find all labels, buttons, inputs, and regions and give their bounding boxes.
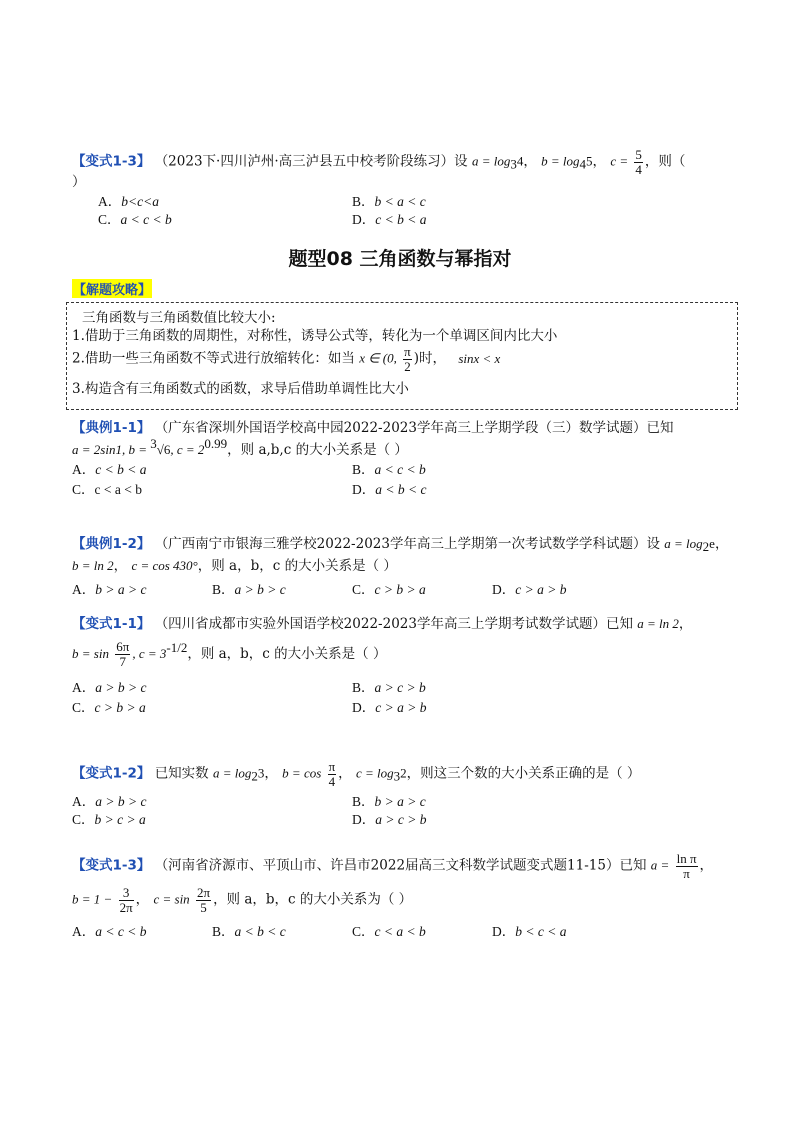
option-a[interactable] [72, 676, 146, 696]
fraction-num: π [328, 759, 336, 774]
question-tail: ，则这三个数的大小关系正确的是（ ） [406, 765, 641, 782]
math-expr: e [709, 536, 715, 551]
math-expr: x ∈ (0, [359, 350, 397, 366]
question-tag: 【变式1-1】 [72, 616, 151, 632]
question-line [72, 612, 692, 632]
option-label: C． [352, 924, 375, 939]
option-text: a < b < c [375, 482, 427, 497]
math-sub: 3 [510, 156, 517, 172]
strategy-line [72, 345, 500, 373]
question-line [72, 532, 728, 555]
fraction [634, 148, 643, 176]
option-b[interactable] [352, 790, 426, 810]
option-text: b < a < c [374, 194, 426, 209]
option-d[interactable] [492, 920, 566, 940]
option-text: c < a < b [94, 482, 142, 497]
question-source: （广东省深圳外国语学校高中园2022-2023学年高三上学期学段（三）数学试题）已知 [154, 420, 674, 436]
math-expr: 2 [400, 765, 407, 781]
option-text: a > b > c [95, 680, 147, 695]
root-index: 3 [150, 436, 157, 451]
option-text: c > b > a [374, 582, 426, 597]
fraction-num: 3 [119, 886, 134, 901]
math-expr: c = log [355, 765, 394, 781]
option-c[interactable] [72, 696, 146, 716]
math-sup: -1/2 [166, 640, 188, 655]
option-d[interactable] [352, 808, 426, 828]
math-expr: c = [610, 153, 629, 169]
option-label: C． [72, 700, 95, 715]
option-label: C． [72, 812, 95, 827]
strategy-line: 三角函数与三角函数值比较大小: [82, 310, 276, 326]
punct: ， [264, 765, 278, 782]
math-expr: √6 [156, 442, 171, 457]
fraction-num: 5 [635, 147, 642, 162]
fraction [328, 760, 337, 788]
option-d[interactable] [352, 208, 426, 228]
option-label: D． [352, 700, 376, 715]
punct: ， [678, 616, 693, 632]
math-expr: c = cos 430° [131, 558, 198, 573]
question-tail: ，则 a，b，c 的大小关系为（ ） [213, 891, 413, 908]
option-label: B． [212, 924, 235, 939]
strategy-text: )时， [413, 350, 447, 367]
option-d[interactable] [352, 478, 426, 498]
option-text: a < c < b [95, 924, 147, 939]
question-tail: ，则（ [644, 153, 686, 170]
option-b[interactable] [212, 578, 286, 598]
punct: ， [113, 558, 128, 574]
question-tag: 【变式1-3】 [72, 153, 151, 170]
option-label: A． [72, 794, 96, 809]
option-label: B． [352, 794, 375, 809]
option-label: B． [352, 194, 375, 209]
option-text: a > c > b [375, 812, 427, 827]
option-b[interactable] [352, 676, 426, 696]
punct: ， [592, 153, 607, 170]
option-text: c > b > a [94, 700, 146, 715]
option-label: A． [72, 462, 96, 477]
question-source: （四川省成都市实验外国语学校2022-2023学年高三上学期考试数学试题）已知 [154, 616, 633, 632]
punct: ， [714, 536, 729, 552]
option-label: D． [492, 924, 516, 939]
fraction-den: 2 [404, 358, 411, 374]
option-text: c < a < b [374, 924, 426, 939]
option-text: a > b > c [234, 582, 286, 597]
fraction [676, 852, 698, 880]
punct: ， [135, 891, 150, 908]
math-sub: 4 [579, 156, 587, 172]
option-text: c < b < a [375, 212, 427, 227]
math-sub: 3 [393, 768, 401, 784]
fraction-den: 2π [119, 899, 133, 915]
option-label: A． [72, 582, 96, 597]
math-expr: 5 [586, 153, 593, 169]
fraction [403, 345, 412, 373]
question-tail: ，则 a，b，c 的大小关系是（ ） [197, 558, 397, 574]
option-d[interactable] [352, 696, 426, 716]
section-title: 题型08 三角函数与幂指对 [288, 248, 512, 270]
fraction-den: π [683, 865, 690, 881]
math-sub: 2 [702, 539, 710, 554]
strategy-text: 2.借助一些三角函数不等式进行放缩转化：如当 [72, 350, 355, 367]
option-b[interactable] [352, 190, 426, 210]
option-c[interactable] [352, 578, 426, 598]
option-text: a < c < b [120, 212, 172, 227]
question-line [72, 640, 386, 669]
option-text: a < c < b [374, 462, 426, 477]
option-label: B． [352, 680, 375, 695]
fraction [115, 640, 130, 668]
option-c[interactable] [72, 478, 142, 498]
option-a[interactable] [72, 458, 146, 478]
math-expr: a = ln 2 [637, 616, 679, 631]
option-label: C． [352, 582, 375, 597]
question-line [72, 886, 412, 914]
question-tag: 【变式1-3】 [72, 857, 151, 874]
option-text: b<c<a [121, 194, 159, 209]
question-line [72, 554, 397, 574]
math-expr: , c = 3 [132, 646, 167, 661]
math-expr: a = [650, 857, 670, 873]
option-label: A． [98, 194, 122, 209]
fraction-num: π [404, 344, 411, 359]
option-label: C． [98, 212, 121, 227]
math-expr: b = 1 − [72, 891, 113, 907]
question-tag: 【典例1-1】 [72, 420, 151, 436]
option-text: c > a > b [375, 700, 427, 715]
math-expr: b = cos [282, 765, 322, 781]
option-text: c < b < a [95, 462, 147, 477]
option-label: D． [352, 482, 376, 497]
question-tag: 【变式1-2】 [72, 765, 151, 782]
punct: ， [699, 857, 714, 874]
strategy-line: 1.借助于三角函数的周期性，对称性，诱导公式等，转化为一个单调区间内比大小 [72, 328, 558, 344]
math-expr: a = 2sin1, b = [72, 442, 151, 457]
option-text: b < c < a [515, 924, 567, 939]
option-a[interactable] [72, 790, 146, 810]
fraction-den: 5 [200, 899, 207, 915]
option-b[interactable] [352, 458, 426, 478]
option-label: D． [352, 212, 376, 227]
option-label: B． [212, 582, 235, 597]
math-expr: sinx < x [458, 350, 501, 366]
option-text: b > a > c [374, 794, 426, 809]
math-expr: a = log [471, 153, 511, 169]
math-expr: a = log [212, 765, 252, 781]
question-close: ） [72, 174, 86, 190]
question-tail: ，则 a，b，c 的大小关系是（ ） [187, 646, 387, 662]
question-source: （广西南宁市银海三雅学校2022-2023学年高三上学期第一次考试数学学科试题）设 [154, 536, 660, 552]
option-label: B． [352, 462, 375, 477]
option-text: a < b < c [234, 924, 286, 939]
question-source: （河南省济源市、平顶山市、许昌市2022届高三文科数学试题变式题11-15）已知 [154, 857, 647, 874]
fraction-den: 7 [119, 654, 127, 669]
math-sup: 0.99 [204, 436, 228, 451]
question-tag: 【典例1-2】 [72, 536, 151, 552]
option-b[interactable] [212, 920, 286, 940]
option-label: A． [72, 924, 96, 939]
fraction-den: 4 [328, 773, 336, 789]
math-expr: c = sin [153, 891, 190, 907]
option-label: D． [352, 812, 376, 827]
strategy-label: 【解题攻略】 [72, 279, 152, 298]
question-line [72, 436, 408, 458]
math-expr: a = log [664, 536, 703, 551]
option-text: b > c > a [94, 812, 146, 827]
question-line [72, 760, 640, 788]
math-expr: 3 [257, 765, 265, 781]
fraction-num: 2π [196, 885, 211, 900]
option-a[interactable] [98, 190, 159, 210]
option-label: C． [72, 482, 95, 497]
math-expr: b = ln 2 [72, 558, 114, 573]
math-expr: b = sin [72, 646, 109, 661]
fraction [119, 886, 134, 914]
math-expr: , c = 2 [170, 442, 205, 457]
math-expr: 4 [516, 153, 524, 169]
option-d[interactable] [492, 578, 566, 598]
option-label: D． [492, 582, 516, 597]
strategy-line: 3.构造含有三角函数式的函数，求导后借助单调性比大小 [72, 381, 409, 397]
fraction [196, 886, 211, 914]
option-text: b > a > c [95, 582, 147, 597]
fraction-den: 4 [635, 161, 642, 177]
option-label: A． [72, 680, 96, 695]
question-text: 已知实数 [154, 765, 209, 782]
fraction-num: ln π [676, 851, 697, 866]
math-sub: 2 [251, 768, 258, 784]
option-c[interactable] [72, 808, 146, 828]
question-source: （2023下·四川泸州·高三泸县五中校考阶段练习）设 [154, 153, 468, 170]
fraction-num: 6π [116, 639, 130, 655]
punct: ， [523, 153, 537, 170]
math-expr: b = log [541, 153, 580, 169]
punct: ， [338, 765, 352, 782]
option-c[interactable] [98, 208, 172, 228]
option-a[interactable] [72, 920, 146, 940]
question-line [72, 852, 713, 880]
option-a[interactable] [72, 578, 146, 598]
question-tail: ，则 a,b,c 的大小关系是（ ） [227, 442, 408, 458]
question-line [72, 416, 673, 436]
option-text: a > c > b [374, 680, 426, 695]
question-line [72, 148, 685, 176]
option-text: a > b > c [95, 794, 147, 809]
option-c[interactable] [352, 920, 426, 940]
option-text: c > a > b [515, 582, 567, 597]
